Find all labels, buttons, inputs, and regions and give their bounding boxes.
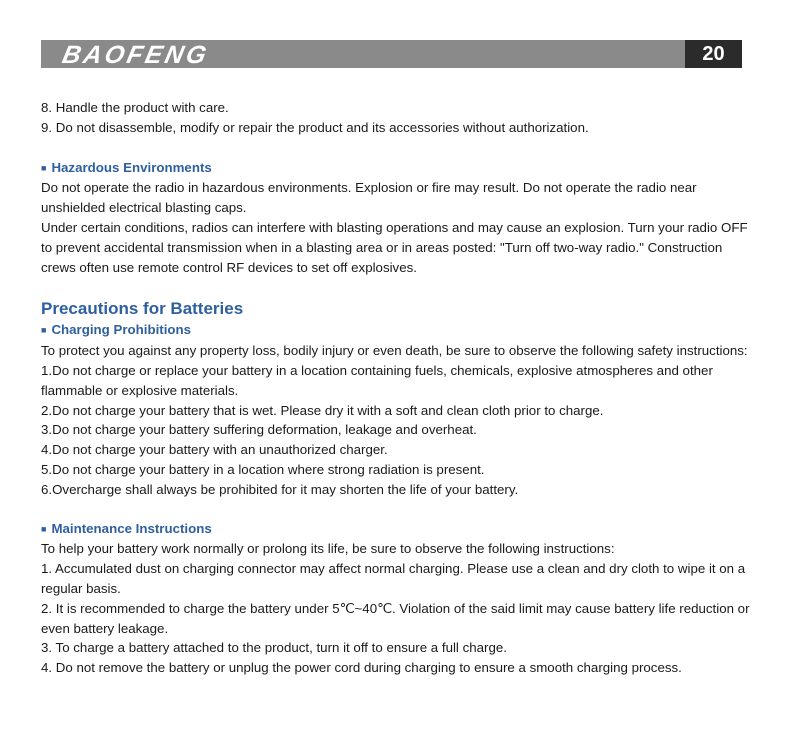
list-item: 4.Do not charge your battery with an unauthorized charger. — [41, 442, 388, 458]
brand-logo: BAOFENG — [59, 41, 212, 69]
paragraph: To protect you against any property loss, bodily injury or even death, be sure to observe the following safety instructions: — [41, 343, 748, 359]
list-item: 1.Do not charge or replace your battery in a location containing fuels, chemicals, explosive atmospheres and other flammable or explosive materials. — [41, 362, 713, 398]
page-number: 20 — [685, 40, 742, 68]
page-header — [41, 40, 742, 68]
square-bullet-icon: ■ — [41, 523, 47, 534]
list-item: 3. To charge a battery attached to the product, turn it off to ensure a full charge. — [41, 640, 507, 656]
section-title-batteries: Precautions for Batteries — [41, 299, 244, 319]
square-bullet-icon: ■ — [41, 162, 47, 173]
list-item: 5.Do not charge your battery in a location where strong radiation is present. — [41, 461, 485, 477]
list-item: 2. It is recommended to charge the battery under 5℃~40℃. Violation of the said limit may cause battery life reduction or even battery leakage. — [41, 600, 750, 636]
list-item: 3.Do not charge your battery suffering deformation, leakage and overheat. — [41, 422, 477, 438]
square-bullet-icon: ■ — [41, 325, 47, 336]
paragraph: Under certain conditions, radios can interfere with blasting operations and may cause an explosion. Turn your radio OFF to prevent accidental transmission when in a blasting area or in areas posted: "Turn off two-way radio." Construction crews often use remote control RF devices to set off explosives. — [41, 219, 748, 275]
page-content — [41, 98, 751, 678]
section-heading-maintenance: ■ Maintenance Instructions — [41, 520, 212, 536]
list-item: 9. Do not disassemble, modify or repair the product and its accessories without authorization. — [41, 119, 589, 135]
list-item: 6.Overcharge shall always be prohibited for it may shorten the life of your battery. — [41, 481, 519, 497]
list-item: 8. Handle the product with care. — [41, 100, 229, 115]
section-heading-charging: ■ Charging Prohibitions — [41, 322, 192, 338]
list-item: 1. Accumulated dust on charging connector may affect normal charging. Please use a clean and dry cloth to wipe it on a regular basis. — [41, 561, 746, 596]
list-item: 4. Do not remove the battery or unplug the power cord during charging to ensure a smooth charging process. — [41, 660, 682, 676]
paragraph: To help your battery work normally or prolong its life, be sure to observe the following instructions: — [41, 541, 615, 557]
list-item: 2.Do not charge your battery that is wet. Please dry it with a soft and clean cloth prior to charge. — [41, 402, 604, 418]
paragraph: Do not operate the radio in hazardous environments. Explosion or fire may result. Do not operate the radio near unshielded electrical blasting caps. — [41, 180, 697, 216]
section-heading-hazardous: ■ Hazardous Environments — [41, 159, 212, 175]
